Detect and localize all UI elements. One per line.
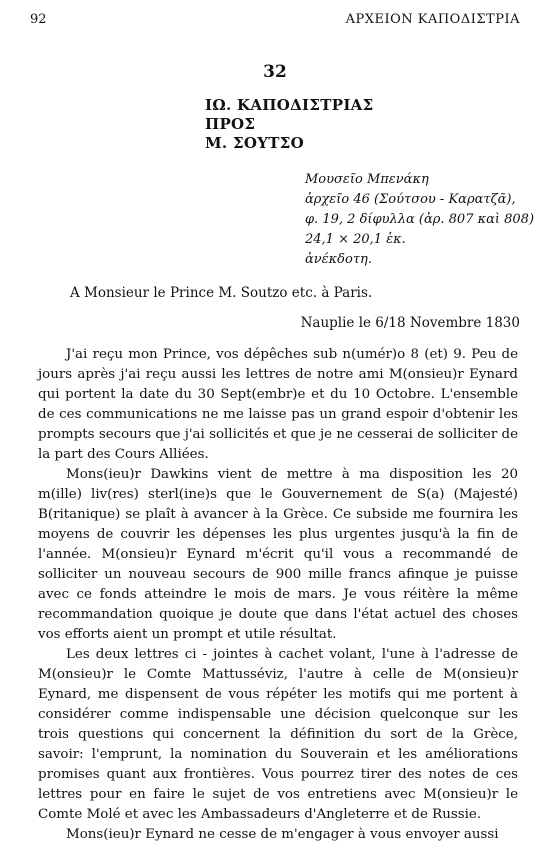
source-line: 24,1 × 20,1 ἑκ. bbox=[305, 232, 406, 247]
source-line: ἀνέκδοτη. bbox=[305, 252, 372, 267]
paragraph: Mons(ieu)r Dawkins vient de mettre à ma disposition les 20 m(ille) liv(res) sterl(ine)s que le Gouvernement de S(a) (Majesté) B(ritanique) se plaît à avancer à la Grèce. Ce subside me fournira les moyens de couvrir les dépenses les plus urgentes jusqu'à la fin de l'année. M(onsieu)r Eynard m'écrit qu'il vous a recommandé de solliciter un nouveau secours de 900 mille francs afinque je puisse avec ce fonds atteindre le mois de mars. Je vous réitère la même recommandation quoique je doute que dans l'état actuel des choses vos efforts aient un prompt et utile résultat. bbox=[38, 467, 518, 642]
paragraph: J'ai reçu mon Prince, vos dépêches sub n(umér)o 8 (et) 9. Peu de jours après j'ai reçu aussi les lettres de notre ami M(onsieu)r Eynard qui portent la date du 30 Sept(embr)e et du 10 Octobre. L'ensemble de ces communications ne me laisse pas un grand espoir d'obtenir les prompts secours que j'ai sollicités et que je ne cesserai de solliciter de la part des Cours Alliées. bbox=[38, 347, 518, 462]
letter-heading bbox=[205, 96, 373, 153]
page-header bbox=[30, 12, 520, 32]
paragraph: Mons(ieu)r Eynard ne cesse de m'engager à vous envoyer aussi bbox=[66, 827, 499, 842]
running-title: ΑΡΧΕΙΟΝ ΚΑΠΟΔΙΣΤΡΙΑ bbox=[345, 12, 520, 27]
source-line: φ. 19, 2 δίφυλλα (ἀρ. 807 καὶ 808) bbox=[305, 212, 535, 227]
page-number: 92 bbox=[30, 12, 47, 27]
paragraph: Les deux lettres ci - jointes à cachet volant, l'une à l'adresse de M(onsieu)r le Comte Mattusséviz, l'autre à celle de M(onsieu)r Eynard, me dispensent de vous répéter les motifs qui me portent à considérer comme indispensable une décision quelconque sur les trois questions qui concernent la définition du sort de la Grèce, savoir: l'emprunt, la nomination du Souverain et les améliorations promises quant aux frontières. Vous pourrez tirer des notes de ces lettres pour en faire le sujet de vos entretiens avec M(onsieu)r le Comte Molé et avec les Ambassadeurs d'Angleterre et de Russie. bbox=[38, 647, 518, 822]
heading-sender: ΙΩ. ΚΑΠΟΔΙΣΤΡΙΑΣ bbox=[205, 96, 374, 114]
source-line: Μουσεῖο Μπενάκη bbox=[305, 172, 429, 187]
letter-dateline: Nauplie le 6/18 Novembre 1830 bbox=[300, 315, 520, 331]
heading-pros: ΠΡΟΣ bbox=[205, 115, 256, 133]
source-line: ἀρχεῖο 46 (Σούτσου - Καρατζᾶ), bbox=[305, 192, 516, 207]
heading-recipient: Μ. ΣΟΥΤΣΟ bbox=[205, 134, 304, 152]
document-number: 32 bbox=[263, 62, 287, 82]
letter-body bbox=[38, 345, 518, 845]
letter-address: A Monsieur le Prince M. Soutzo etc. à Paris. bbox=[70, 285, 373, 301]
source-note bbox=[305, 170, 534, 270]
